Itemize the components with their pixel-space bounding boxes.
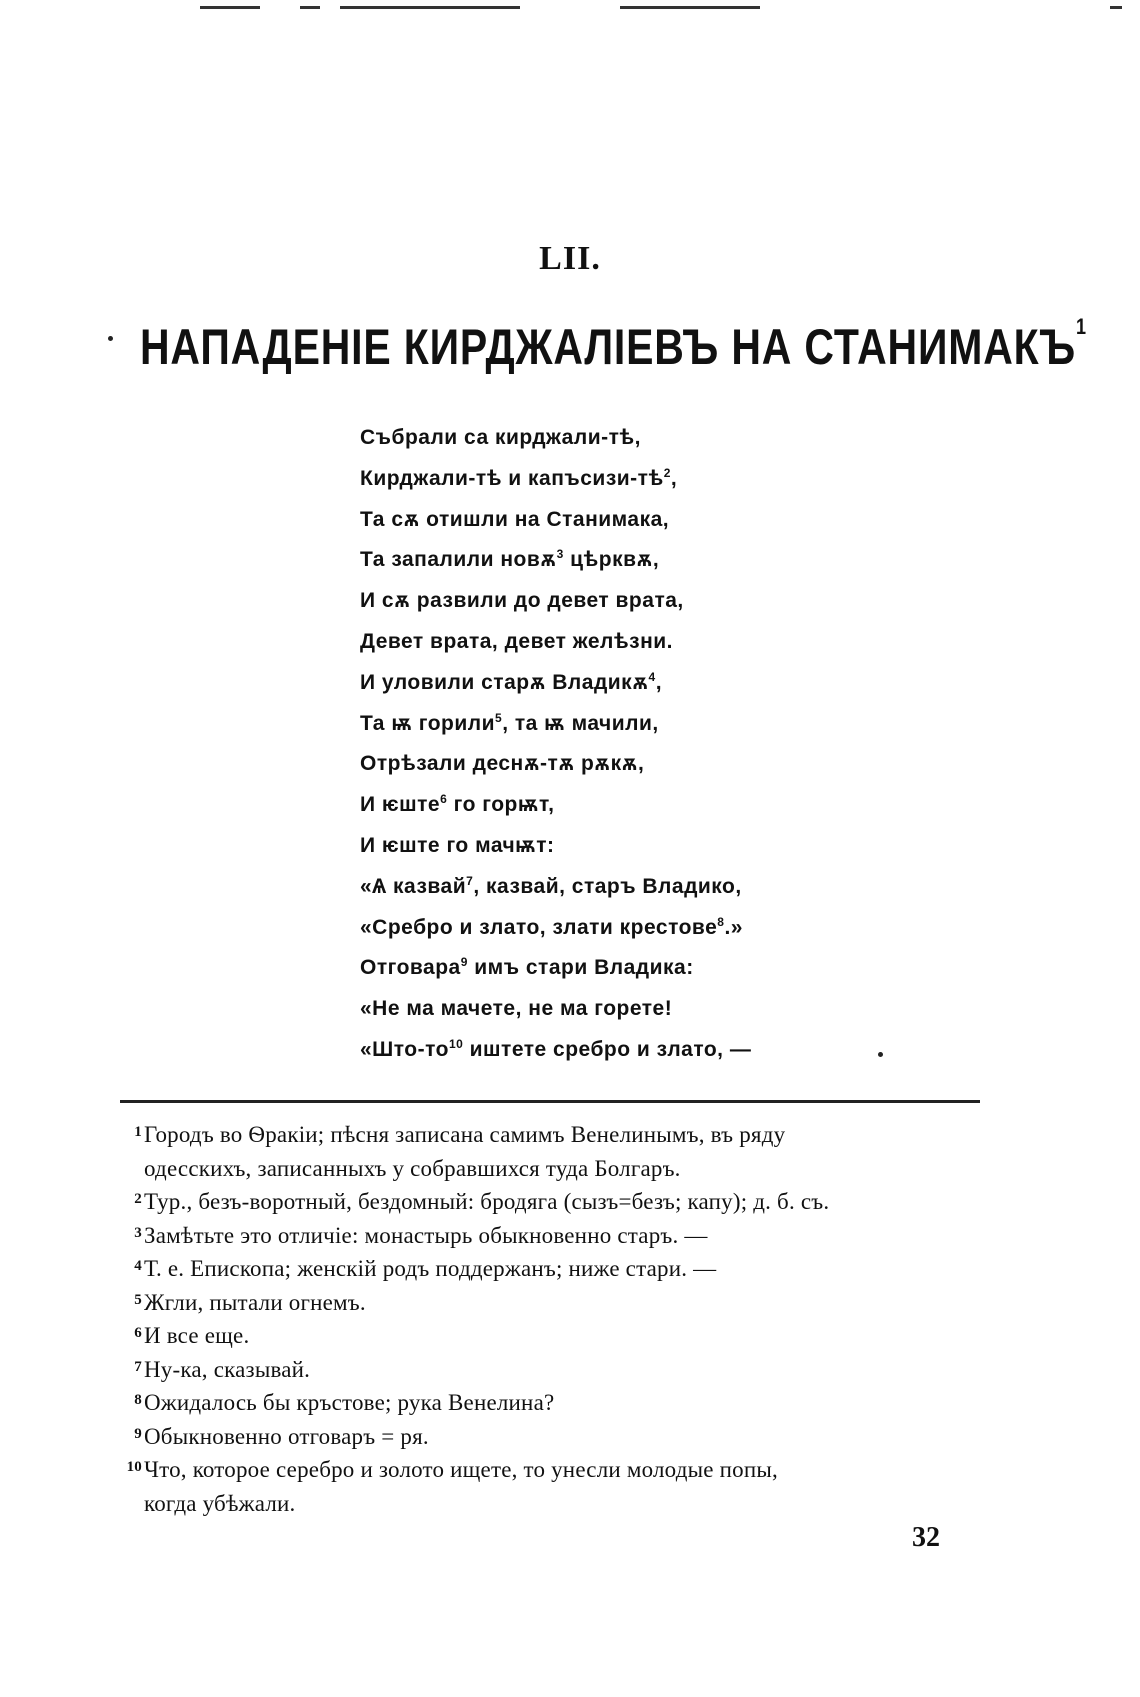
footnote [118, 1219, 988, 1253]
poem-line-text: И ѥште [360, 793, 441, 817]
poem-line [360, 948, 920, 989]
footnote-number: 5 [134, 1291, 142, 1308]
stray-mark [108, 336, 113, 341]
page-number: 32 [912, 1522, 940, 1553]
footnote-text: Тур., безъ-воротный, бездомный: бродяга (сызъ=безъ; капу); д. б. съ. [144, 1189, 830, 1214]
footnote-ref: 3 [556, 547, 564, 562]
footnote-number: 10 [126, 1459, 142, 1475]
poem-line-text: Девет врата, девет желѣзни. [360, 629, 674, 653]
poem-line [360, 581, 920, 622]
poem-line-tail: , та ѭ мачили, [502, 711, 659, 735]
poem-line [360, 500, 920, 541]
footnote [118, 1286, 988, 1320]
poem-line-text: Кирджали-тѣ и капъсизи-тѣ [360, 466, 664, 490]
poem-line [360, 867, 920, 908]
poem-line-tail: .» [724, 915, 743, 939]
footnote-number: 1 [134, 1124, 142, 1140]
poem-line-text: Та сѫ отишли на Станимака, [360, 507, 670, 531]
poem-line-text: Отрѣзали деснѫ-тѫ рѫкѫ, [360, 752, 645, 776]
poem-line-tail: цѣрквѫ, [563, 548, 660, 572]
footnote-ref: 10 [448, 1036, 464, 1051]
poem-line-text: Та ѭ горили [360, 711, 496, 735]
poem-line [360, 459, 920, 500]
poem-line-text: И сѫ развили до девет врата, [360, 589, 684, 613]
footnote [118, 1118, 988, 1185]
poem-line-text: «Што-то [360, 1037, 449, 1061]
poem-line-tail: , [670, 466, 678, 490]
poem-line-text: «Сребро и злато, злати крестове [360, 915, 718, 939]
chapter-number: LII. [539, 240, 601, 277]
stray-mark [878, 1052, 883, 1057]
poem-line-tail: , [655, 670, 663, 694]
footnote [118, 1353, 988, 1387]
poem-body [360, 418, 920, 1071]
footnote-number: 2 [134, 1191, 142, 1207]
footnote-text: одесскихъ, записанныхъ у собравшихся туда Болгаръ. [144, 1155, 681, 1181]
footnote-text: Городъ во Ѳракіи; пѣсня записана самимъ Венелинымъ, въ ряду [144, 1122, 786, 1147]
poem-line [360, 663, 920, 704]
footnote-number: 6 [134, 1325, 142, 1341]
footnote-ref: 4 [648, 669, 656, 684]
poem-line [360, 704, 920, 745]
poem-line [360, 622, 920, 663]
poem-line [360, 908, 920, 949]
poem-line-text: Та запалили новѫ [360, 548, 557, 572]
footnote-text: Что, которое серебро и золото ищете, то унесли молодые попы, [144, 1457, 778, 1482]
poem-line-text: Отговара [360, 956, 461, 980]
footnote-text: Обыкновенно отговаръ = ря. [144, 1423, 429, 1449]
footnote-number: 8 [134, 1392, 142, 1408]
footnote-number: 9 [134, 1425, 142, 1442]
poem-line-text: И уловили старѫ Владикѫ [360, 670, 649, 694]
footnotes [118, 1118, 988, 1520]
footnote-text: Ожидалось бы кръстове; рука Венелина? [144, 1390, 555, 1415]
footnote-ref: 6 [440, 792, 448, 807]
poem-line-tail: иштете сребро и злато, — [463, 1037, 752, 1061]
title-note-ref: 1 [1075, 314, 1087, 339]
poem-line [360, 418, 920, 459]
poem-line [360, 989, 920, 1030]
poem-line-tail: имъ стари Владика: [467, 956, 694, 980]
poem-title [140, 314, 1087, 376]
footnote-text: И все еще. [144, 1323, 250, 1348]
footnote-number: 4 [134, 1258, 142, 1274]
footnote [118, 1420, 988, 1454]
poem-line [360, 540, 920, 581]
footnote-ref: 8 [717, 914, 725, 929]
poem-line-text: И ѥште го мачѭт: [360, 833, 555, 857]
poem-line [360, 1030, 920, 1071]
poem-line-text: «Не ма мачете, не ма горете! [360, 997, 673, 1021]
footnote-number: 3 [134, 1224, 142, 1241]
footnote-ref: 5 [495, 710, 503, 725]
footnote [118, 1185, 988, 1219]
footnote-text: Т. е. Епископа; женскій родъ поддержанъ; ниже стари. — [144, 1256, 717, 1281]
poem-line-text: Събрали са кирджали-тѣ, [360, 426, 641, 449]
footnote-text: Ну-ка, сказывай. [144, 1356, 311, 1382]
poem-line [360, 744, 920, 785]
poem-line [360, 826, 920, 867]
footnote-text: Замѣтьте это отличіе: монастырь обыкновенно старъ. — [144, 1222, 708, 1248]
footnote-text: когда убѣжали. [144, 1490, 296, 1516]
footnote-text: Жгли, пытали огнемъ. [144, 1289, 366, 1315]
footnote-rule [120, 1100, 980, 1103]
footnote [118, 1386, 988, 1420]
footnote-number: 7 [134, 1358, 142, 1375]
poem-line-tail: , казвай, старъ Владико, [473, 874, 742, 898]
poem-line [360, 785, 920, 826]
poem-line-tail: го горѭт, [447, 793, 555, 817]
footnote [118, 1319, 988, 1353]
poem-title-text: НАПАДЕНІЕ КИРДЖАЛІЕВЪ НА СТАНИМАКЪ [140, 319, 1076, 375]
poem-line-text: «Ѧ казвай [360, 874, 467, 898]
scan-top-marks [0, 4, 1140, 10]
footnote [118, 1252, 988, 1286]
footnote-ref: 2 [663, 465, 671, 480]
footnote [118, 1453, 988, 1520]
footnote-ref: 9 [460, 955, 468, 970]
footnote-ref: 7 [466, 873, 474, 888]
